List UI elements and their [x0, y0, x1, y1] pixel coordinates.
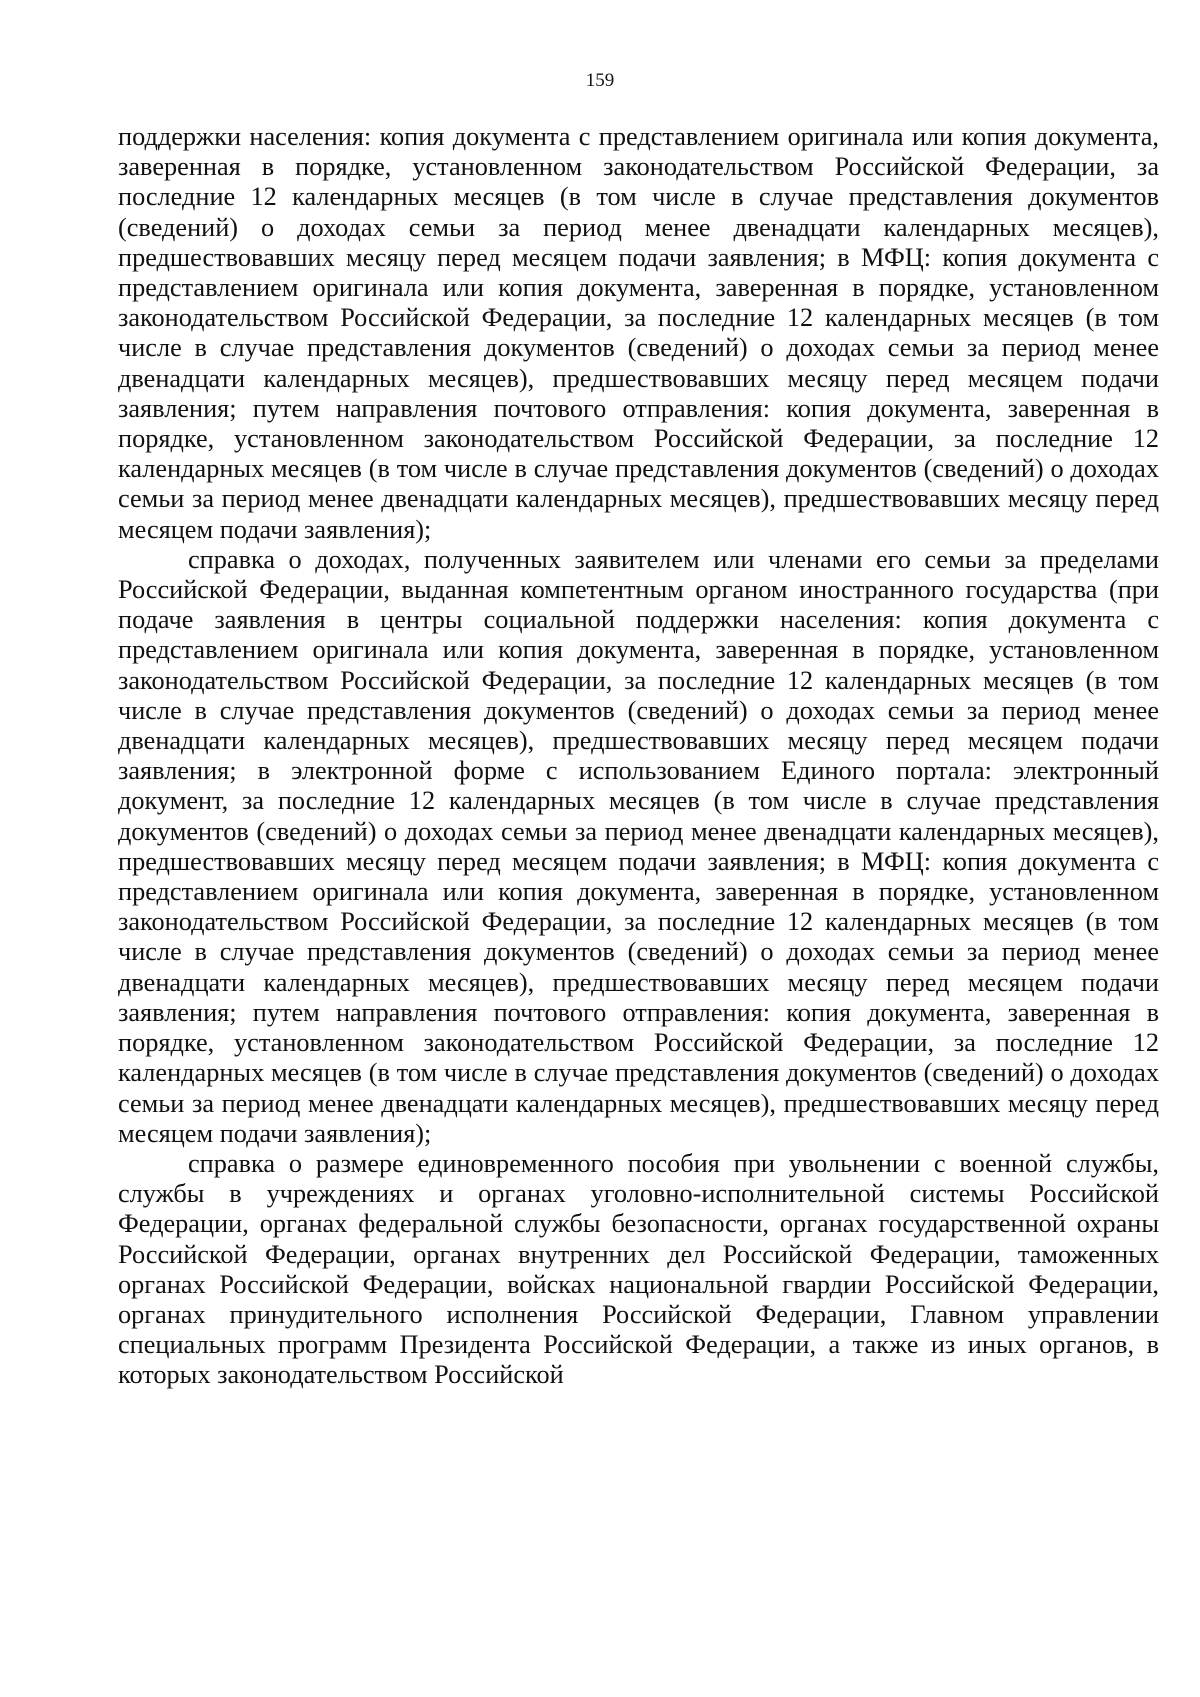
paragraph-foreign-income-certificate: справка о доходах, полученных заявителем или членами его семьи за пределами Российской Федерации, выданная компетентным органом иностранного государства (при подаче заявления в центры социальной поддержки населения: копия документа с представлением оригинала или копия документа, заверенная в порядке, установленном законодательством Российской Федерации, за последние 12 календарных месяцев (в том числе в случае представления документов (сведений) о доходах семьи за период менее двенадцати календарных месяцев), предшествовавших месяцу перед месяцем подачи заявления; в электронной форме с использованием Единого портала: электронный документ, за последние 12 календарных месяцев (в том числе в случае представления документов (сведений) о доходах семьи за период менее двенадцати календарных месяцев), предшествовавших месяцу перед месяцем подачи заявления; в МФЦ: копия документа с представлением оригинала или копия документа, заверенная в порядке, установленном законодательством Российской Федерации, за последние 12 календарных месяцев (в том числе в случае представления документов (сведений) о доходах семьи за период менее двенадцати календарных месяцев), предшествовавших месяцу перед месяцем подачи заявления; путем направления почтового отправления: копия документа, заверенная в порядке, установленном законодательством Российской Федерации, за последние 12 календарных месяцев (в том числе в случае представления документов (сведений) о доходах семьи за период менее двенадцати календарных месяцев), предшествовавших месяцу перед месяцем подачи заявления); [118, 544, 1159, 1148]
page-number: 159 [585, 70, 615, 91]
document-body [118, 122, 1159, 1391]
paragraph-severance-allowance-certificate: справка о размере единовременного пособия при увольнении с военной службы, службы в учреждениях и органах уголовно-исполнительной системы Российской Федерации, органах федеральной службы безопасности, органах государственной охраны Российской Федерации, органах внутренних дел Российской Федерации, таможенных органах Российской Федерации, войсках национальной гвардии Российской Федерации, органах принудительного исполнения Российской Федерации, Главном управлении специальных программ Президента Российской Федерации, а также из иных органов, в которых законодательством Российской [118, 1148, 1159, 1390]
paragraph-continuation: поддержки населения: копия документа с представлением оригинала или копия документа, заверенная в порядке, установленном законодательством Российской Федерации, за последние 12 календарных месяцев (в том числе в случае представления документов (сведений) о доходах семьи за период менее двенадцати календарных месяцев), предшествовавших месяцу перед месяцем подачи заявления; в МФЦ: копия документа с представлением оригинала или копия документа, заверенная в порядке, установленном законодательством Российской Федерации, за последние 12 календарных месяцев (в том числе в случае представления документов (сведений) о доходах семьи за период менее двенадцати календарных месяцев), предшествовавших месяцу перед месяцем подачи заявления; путем направления почтового отправления: копия документа, заверенная в порядке, установленном законодательством Российской Федерации, за последние 12 календарных месяцев (в том числе в случае представления документов (сведений) о доходах семьи за период менее двенадцати календарных месяцев), предшествовавших месяцу перед месяцем подачи заявления); [118, 122, 1159, 544]
